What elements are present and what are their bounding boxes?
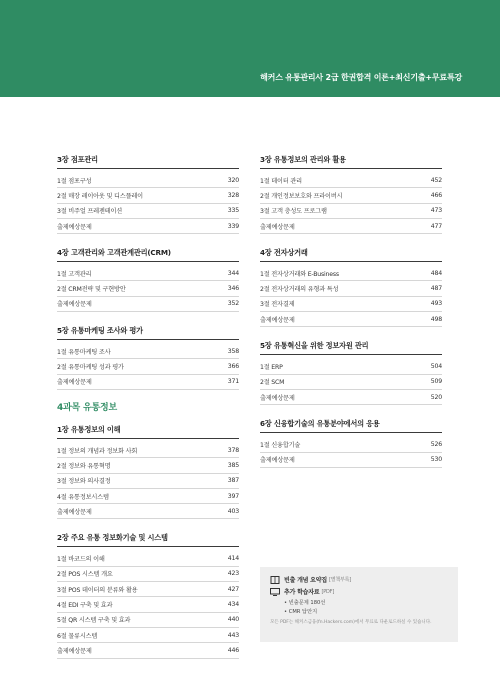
toc-entry-label: 1절 유통마케팅 조사	[57, 348, 111, 356]
toc-entry-page: 440	[227, 616, 239, 624]
toc-entry[interactable]	[57, 204, 239, 219]
toc-entry[interactable]	[57, 173, 239, 188]
summary-book-note: [별책부록]	[328, 577, 351, 583]
toc-entry[interactable]	[57, 597, 239, 612]
toc-entry-label: 출제예상문제	[57, 379, 92, 387]
toc-left-column-2	[57, 425, 239, 673]
toc-entry[interactable]	[57, 628, 239, 643]
toc-entry-label: 3절 POS 데이터의 분류와 활용	[57, 586, 138, 594]
toc-entry[interactable]	[57, 551, 239, 566]
toc-entry-label: 2절 개인정보보호와 프라이버시	[260, 192, 343, 200]
chapter-block	[57, 533, 239, 658]
toc-entry-label: 3절 비주얼 프레젠테이션	[57, 208, 123, 216]
bullet-item: • 빈출문제 180선	[284, 600, 326, 606]
chapter-block	[57, 155, 239, 234]
toc-entry-label: 1절 데이터 관리	[260, 177, 302, 185]
header-banner	[0, 0, 500, 97]
toc-entry[interactable]	[57, 359, 239, 374]
toc-entry-page: 434	[227, 601, 239, 609]
chapter-title: 5장 유통혁신을 위한 정보자원 관리	[260, 341, 442, 355]
toc-entry-label: 5절 QR 시스템 구축 및 효과	[57, 617, 131, 625]
toc-entry-page: 477	[430, 222, 442, 230]
toc-entry-page: 320	[227, 176, 239, 184]
toc-entry[interactable]	[260, 219, 442, 234]
toc-entry[interactable]	[260, 453, 442, 468]
chapter-block	[260, 155, 442, 234]
toc-entry-page: 466	[430, 191, 442, 199]
toc-entry[interactable]	[57, 188, 239, 203]
toc-entry-page: 423	[227, 570, 239, 578]
toc-entry-label: 출제예상문제	[260, 457, 295, 465]
toc-entry-page: 493	[430, 300, 442, 308]
toc-entry[interactable]	[57, 489, 239, 504]
toc-entry[interactable]	[260, 390, 442, 405]
chapter-title: 6장 신융합기술의 유통분야에서의 응용	[260, 419, 442, 433]
toc-entry-label: 출제예상문제	[57, 508, 92, 516]
toc-entry-label: 2절 POS 시스템 개요	[57, 571, 113, 579]
toc-entry-label: 4절 유통정보시스템	[57, 493, 109, 501]
toc-entry-page: 371	[227, 378, 239, 386]
toc-entry[interactable]	[57, 643, 239, 658]
toc-entry-page: 328	[227, 191, 239, 199]
toc-entry-page: 378	[227, 446, 239, 454]
supplement-info-box	[260, 567, 458, 642]
chapter-block	[260, 248, 442, 327]
toc-entry-label: 1절 고객관리	[57, 270, 92, 278]
chapter-title: 5장 유통마케팅 조사와 평가	[57, 326, 239, 340]
book-icon	[270, 576, 280, 584]
chapter-title: 4장 고객관리와 고객관계관리(CRM)	[57, 248, 239, 262]
toc-entry-page: 387	[227, 477, 239, 485]
toc-entry[interactable]	[260, 437, 442, 452]
summary-book-line	[270, 575, 448, 584]
toc-entry[interactable]	[260, 266, 442, 281]
toc-entry-label: 3절 전자결제	[260, 301, 295, 309]
chapter-title: 1장 유통정보의 이해	[57, 425, 239, 439]
chapter-block	[260, 341, 442, 405]
toc-entry[interactable]	[57, 567, 239, 582]
toc-entry-page: 473	[430, 207, 442, 215]
chapter-title: 2장 주요 유통 정보화기술 및 시스템	[57, 533, 239, 547]
toc-entry-label: 1절 점포구성	[57, 177, 92, 185]
toc-entry-label: 1절 전자상거래와 E-Business	[260, 270, 339, 278]
toc-entry-label: 2절 유통마케팅 성과 평가	[57, 364, 124, 372]
chapter-title: 4장 전자상거래	[260, 248, 442, 262]
toc-entry-page: 487	[430, 285, 442, 293]
toc-entry[interactable]	[57, 504, 239, 519]
toc-entry-label: 1절 신융합기술	[260, 441, 301, 449]
toc-entry[interactable]	[57, 375, 239, 390]
chapter-block	[260, 419, 442, 468]
toc-entry-page: 358	[227, 347, 239, 355]
toc-entry[interactable]	[57, 266, 239, 281]
toc-entry[interactable]	[260, 375, 442, 390]
toc-entry[interactable]	[57, 344, 239, 359]
chapter-title: 3장 점포관리	[57, 155, 239, 169]
toc-entry[interactable]	[57, 281, 239, 296]
toc-entry-label: 1절 ERP	[260, 364, 283, 372]
bullet-item: • CMR 답안지	[284, 609, 318, 615]
toc-entry[interactable]	[260, 204, 442, 219]
toc-entry-label: 4절 EDI 구축 및 효과	[57, 602, 113, 610]
toc-entry-label: 2절 SCM	[260, 379, 285, 387]
toc-entry[interactable]	[57, 443, 239, 458]
toc-entry-label: 3절 정보와 의사결정	[57, 478, 111, 486]
summary-book-label: 빈출 개념 요약집	[284, 577, 327, 584]
toc-entry[interactable]	[260, 281, 442, 296]
toc-entry-label: 출제예상문제	[260, 316, 295, 324]
subject-title: 4과목 유통정보	[57, 403, 117, 413]
extra-material-label: 추가 학습자료	[284, 589, 320, 596]
chapter-block	[57, 425, 239, 519]
toc-entry[interactable]	[260, 359, 442, 374]
download-note: 모든 PDF는 해커스금융(fn.Hackers.com)에서 무료로 다운로드하실 수 있습니다.	[270, 620, 432, 625]
toc-entry-label: 2절 전자상거래의 유형과 특성	[260, 286, 339, 294]
toc-entry-page: 530	[430, 456, 442, 464]
toc-entry-page: 335	[227, 207, 239, 215]
toc-entry[interactable]	[260, 173, 442, 188]
toc-entry[interactable]	[57, 582, 239, 597]
toc-entry-label: 2절 정보와 유통혁명	[57, 462, 111, 470]
toc-entry-page: 452	[430, 176, 442, 184]
toc-entry-label: 출제예상문제	[57, 301, 92, 309]
toc-entry-page: 366	[227, 363, 239, 371]
toc-entry-page: 443	[227, 631, 239, 639]
toc-entry-label: 2절 매장 레이아웃 및 디스플레이	[57, 192, 143, 200]
toc-entry-page: 427	[227, 585, 239, 593]
toc-entry-label: 2절 CRM전략 및 구현방안	[57, 286, 126, 294]
toc-entry[interactable]	[57, 458, 239, 473]
toc-entry-page: 403	[227, 507, 239, 515]
toc-entry-page: 339	[227, 222, 239, 230]
toc-entry-label: 출제예상문제	[57, 647, 92, 655]
toc-entry-page: 385	[227, 461, 239, 469]
toc-entry-page: 520	[430, 393, 442, 401]
extra-material-line	[270, 587, 448, 596]
toc-entry-page: 446	[227, 646, 239, 654]
toc-right-column	[260, 155, 442, 482]
toc-entry[interactable]	[260, 188, 442, 203]
toc-entry[interactable]	[260, 312, 442, 327]
toc-entry[interactable]	[57, 613, 239, 628]
toc-left-column	[57, 155, 239, 404]
toc-entry-page: 397	[227, 492, 239, 500]
toc-entry-page: 346	[227, 285, 239, 293]
toc-entry-page: 509	[430, 378, 442, 386]
toc-entry-page: 344	[227, 269, 239, 277]
toc-entry-page: 504	[430, 363, 442, 371]
toc-entry-page: 498	[430, 315, 442, 323]
toc-entry-page: 414	[227, 555, 239, 563]
toc-entry[interactable]	[57, 297, 239, 312]
toc-entry-label: 출제예상문제	[260, 223, 295, 231]
toc-entry-label: 출제예상문제	[260, 394, 295, 402]
toc-entry-label: 1절 정보의 개념과 정보화 사회	[57, 447, 138, 455]
toc-entry[interactable]	[57, 474, 239, 489]
book-title: 해커스 유통관리사 2급 한권합격 이론+최신기출+무료특강	[260, 73, 462, 82]
toc-entry-label: 출제예상문제	[57, 223, 92, 231]
toc-entry-page: 526	[430, 440, 442, 448]
toc-entry-label: 3절 고객 충성도 프로그램	[260, 208, 327, 216]
toc-entry-page: 484	[430, 269, 442, 277]
toc-entry-label: 6절 물류시스템	[57, 632, 98, 640]
toc-entry[interactable]	[260, 297, 442, 312]
chapter-block	[57, 248, 239, 312]
chapter-title: 3장 유통정보의 관리와 활용	[260, 155, 442, 169]
toc-entry[interactable]	[57, 219, 239, 234]
toc-entry-page: 352	[227, 300, 239, 308]
chapter-block	[57, 326, 239, 390]
toc-entry-label: 1절 바코드의 이해	[57, 556, 105, 564]
extra-material-note: [PDF]	[321, 588, 335, 595]
monitor-icon	[270, 588, 280, 596]
